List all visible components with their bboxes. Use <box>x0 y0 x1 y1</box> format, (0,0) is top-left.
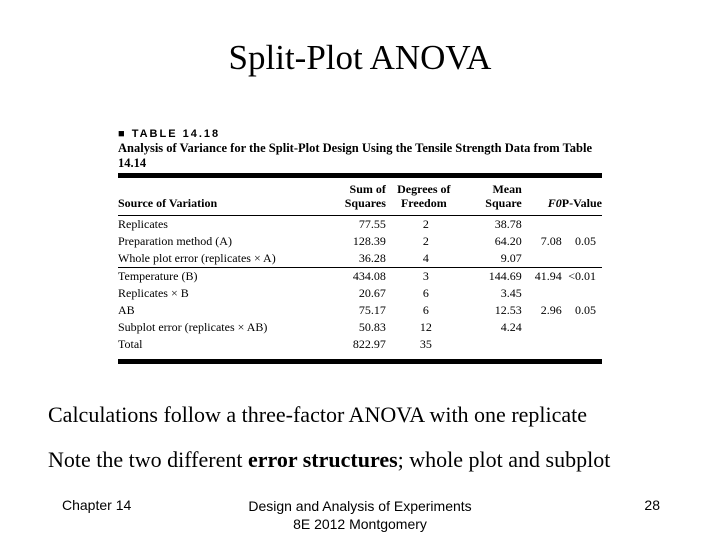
table-cell <box>522 250 562 267</box>
table-row <box>118 285 602 302</box>
table-caption: Analysis of Variance for the Split-Plot Design Using the Tensile Strength Data from Table 14.14 <box>118 141 592 170</box>
table-header-row <box>118 178 602 215</box>
table-cell <box>562 336 602 353</box>
table-row <box>118 319 602 336</box>
table-cell: 36.28 <box>358 251 386 265</box>
table-cell: 64.20 <box>494 234 522 248</box>
header-source: Source of Variation <box>118 196 218 210</box>
table-cell <box>522 336 562 353</box>
table-row <box>118 233 602 250</box>
table-cell: 2 <box>422 234 429 248</box>
table-cell: 12.53 <box>494 303 522 317</box>
table-cell <box>522 285 562 302</box>
slide-title: Split-Plot ANOVA <box>228 38 492 77</box>
table-cell: 4 <box>422 251 429 265</box>
table-cell: 6 <box>422 303 429 317</box>
table-cell: 128.39 <box>352 234 386 248</box>
table-cell: <0.01 <box>568 269 596 283</box>
footer-chapter: Chapter 14 <box>62 497 132 513</box>
table-cell <box>562 319 602 336</box>
table-cell <box>562 285 602 302</box>
header-ss: Sum of Squares <box>344 182 386 210</box>
table-cell: Whole plot error (replicates × A) <box>118 251 276 265</box>
table-label-text: TABLE 14.18 <box>131 128 221 140</box>
table-cell: 7.08 <box>540 234 562 248</box>
table-label: ■ TABLE 14.18 <box>118 128 221 140</box>
table-cell: 4.24 <box>500 320 522 334</box>
footer-course <box>200 497 520 533</box>
table-cell: Total <box>118 337 143 351</box>
table-cell: Replicates × B <box>118 286 189 300</box>
table-cell <box>562 216 602 233</box>
table-cell: 2.96 <box>540 303 562 317</box>
anova-table-figure <box>118 128 602 364</box>
table-cell: 77.55 <box>358 217 386 231</box>
table-row <box>118 302 602 319</box>
anova-table <box>118 178 602 353</box>
line2-text-end: ; whole plot and subplot <box>397 447 611 472</box>
table-cell <box>462 336 522 353</box>
table-cell: Temperature (B) <box>118 269 198 283</box>
rule-bottom <box>118 359 602 364</box>
line2-bold: error structures <box>247 447 398 472</box>
table-cell: AB <box>118 303 135 317</box>
header-df: Degrees of Freedom <box>397 182 451 210</box>
table-cell: Subplot error (replicates × AB) <box>118 320 268 334</box>
table-cell: 20.67 <box>358 286 386 300</box>
table-row <box>118 250 602 267</box>
table-row <box>118 268 602 285</box>
table-cell: 12 <box>419 320 432 334</box>
header-f0: F0 <box>547 196 562 210</box>
table-cell: 822.97 <box>352 337 386 351</box>
header-ms: Mean Square <box>485 182 522 210</box>
table-cell: 75.17 <box>358 303 386 317</box>
table-cell: 35 <box>419 337 432 351</box>
footer-course-line2: 8E 2012 Montgomery <box>293 516 427 532</box>
table-cell: 3.45 <box>500 286 522 300</box>
table-cell <box>522 216 562 233</box>
body-line-1: Calculations follow a three-factor ANOVA with one replicate <box>48 402 588 427</box>
footer-page-number: 28 <box>644 497 660 513</box>
table-cell <box>562 250 602 267</box>
table-cell: 41.94 <box>534 269 562 283</box>
table-cell: 2 <box>422 217 429 231</box>
table-cell: 0.05 <box>575 303 596 317</box>
table-cell: 144.69 <box>488 269 522 283</box>
table-cell: 50.83 <box>358 320 386 334</box>
table-cell <box>522 319 562 336</box>
header-pvalue: P-Value <box>561 196 602 210</box>
table-row <box>118 216 602 233</box>
table-cell: Replicates <box>118 217 168 231</box>
table-cell: 6 <box>422 286 429 300</box>
table-cell: 3 <box>422 269 429 283</box>
table-cell: Preparation method (A) <box>118 234 232 248</box>
table-cell: 9.07 <box>500 251 522 265</box>
body-line-2 <box>48 447 610 473</box>
line2-text: Note the two different <box>48 447 248 472</box>
table-cell: 0.05 <box>575 234 596 248</box>
footer-course-line1: Design and Analysis of Experiments <box>248 498 472 514</box>
table-row <box>118 336 602 353</box>
table-cell: 38.78 <box>494 217 522 231</box>
table-cell: 434.08 <box>352 269 386 283</box>
